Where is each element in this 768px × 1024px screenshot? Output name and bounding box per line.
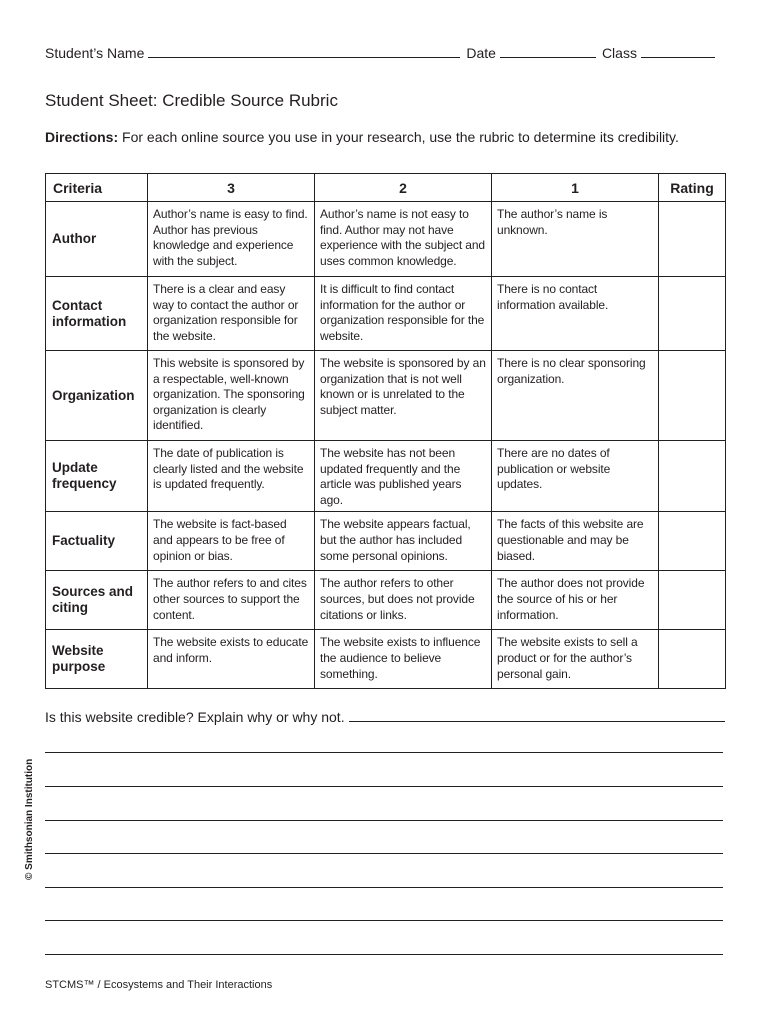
column-header-score-3: 3 [148,174,315,202]
score-2-cell: It is difficult to find contact information for the author or organization responsible for the website. [315,277,492,351]
criterion-cell: Website purpose [46,630,148,689]
score-1-cell: There is no clear sponsoring organization. [492,351,659,441]
criterion-cell: Sources and citing [46,571,148,630]
answer-field[interactable] [349,706,725,722]
score-1-cell: The author’s name is unknown. [492,202,659,277]
criterion-cell: Organization [46,351,148,441]
column-header-score-2: 2 [315,174,492,202]
rubric-table [45,173,726,689]
score-3-cell: Author’s name is easy to find. Author has previous knowledge and experience with the subject. [148,202,315,277]
rating-cell[interactable] [659,630,726,689]
answer-line[interactable] [45,786,723,787]
score-3-cell: The website is fact-based and appears to be free of opinion or bias. [148,512,315,571]
student-name-label: Student’s Name [45,45,145,61]
answer-line[interactable] [45,954,723,955]
class-label: Class [601,45,637,61]
table-row [46,277,726,351]
student-info-line [45,42,725,61]
answer-line[interactable] [45,853,723,854]
page-title: Student Sheet: Credible Source Rubric [45,91,338,110]
column-header-criteria: Criteria [46,174,148,202]
answer-line[interactable] [45,752,723,753]
criterion-cell: Author [46,202,148,277]
rating-cell[interactable] [659,202,726,277]
criterion-cell: Update frequency [46,441,148,512]
date-field[interactable] [500,42,596,58]
score-1-cell: There are no dates of publication or website updates. [492,441,659,512]
score-3-cell: There is a clear and easy way to contact the author or organization responsible for the website. [148,277,315,351]
score-2-cell: Author’s name is not easy to find. Author may not have experience with the subject and uses common knowledge. [315,202,492,277]
score-1-cell: The facts of this website are questionable and may be biased. [492,512,659,571]
score-2-cell: The website is sponsored by an organization that is not well known or is unrelated to the subject matter. [315,351,492,441]
rating-cell[interactable] [659,512,726,571]
directions-label: Directions: [45,129,119,145]
copyright-credit: © Smithsonian Institution [24,758,35,880]
score-3-cell: The author refers to and cites other sources to support the content. [148,571,315,630]
score-3-cell: This website is sponsored by a respectable, well-known organization. The sponsoring organization is clearly identified. [148,351,315,441]
date-label: Date [466,45,496,61]
class-field[interactable] [641,42,715,58]
answer-line[interactable] [45,887,723,888]
question-text: Is this website credible? Explain why or why not. [45,709,345,725]
score-2-cell: The website exists to influence the audience to believe something. [315,630,492,689]
score-3-cell: The website exists to educate and inform. [148,630,315,689]
rating-cell[interactable] [659,351,726,441]
score-1-cell: The author does not provide the source of his or her information. [492,571,659,630]
directions-text: For each online source you use in your research, use the rubric to determine its credibility. [118,129,679,145]
table-header-row [46,174,726,202]
answer-line[interactable] [45,820,723,821]
score-2-cell: The website has not been updated frequently and the article was published years ago. [315,441,492,512]
criterion-cell: Factuality [46,512,148,571]
criterion-cell: Contact information [46,277,148,351]
credibility-question [45,706,725,725]
column-header-rating: Rating [659,174,726,202]
column-header-score-1: 1 [492,174,659,202]
rating-cell[interactable] [659,277,726,351]
table-row [46,441,726,512]
rating-cell[interactable] [659,441,726,512]
answer-line[interactable] [45,920,723,921]
rating-cell[interactable] [659,571,726,630]
table-row [46,351,726,441]
score-1-cell: There is no contact information available. [492,277,659,351]
table-row [46,571,726,630]
page-footer: STCMS™ / Ecosystems and Their Interactions [45,979,273,991]
table-row [46,202,726,277]
score-2-cell: The website appears factual, but the author has included some personal opinions. [315,512,492,571]
student-name-field[interactable] [148,42,460,58]
table-row [46,512,726,571]
table-row [46,630,726,689]
score-1-cell: The website exists to sell a product or for the author’s personal gain. [492,630,659,689]
score-2-cell: The author refers to other sources, but does not provide citations or links. [315,571,492,630]
directions [45,129,745,145]
score-3-cell: The date of publication is clearly listed and the website is updated frequently. [148,441,315,512]
